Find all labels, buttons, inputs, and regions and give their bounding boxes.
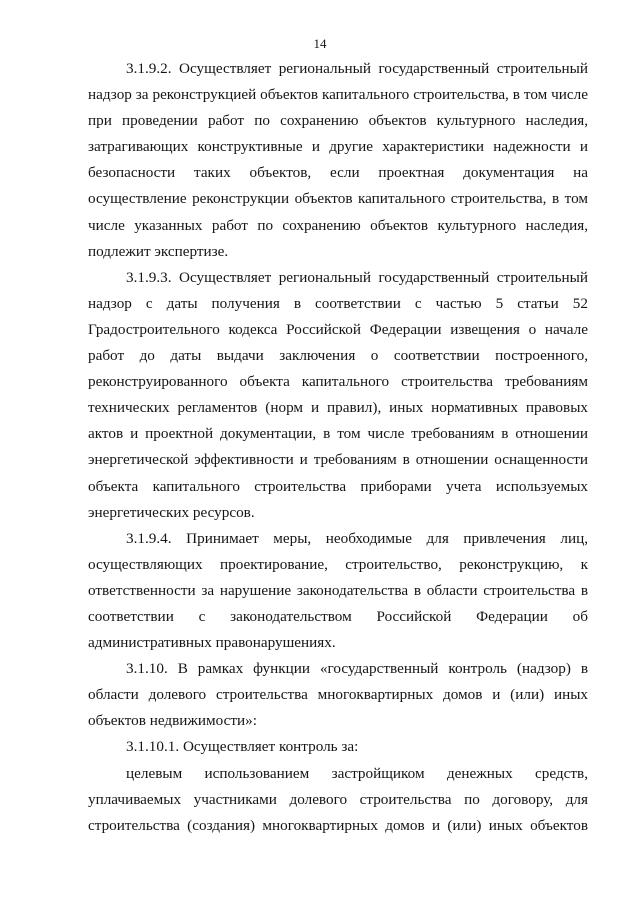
page-number: 14 bbox=[313, 36, 327, 51]
paragraph-3-1-9-2: 3.1.9.2. Осуществляет региональный государственный строительный надзор за реконструкцией объектов капитального строительства, в том числе при проведении работ по сохранению объектов культурного наследия, затрагивающих конструктивные и другие характеристики надежности и безопасности таких объектов, если проектная документация на осуществление реконструкции объектов капитального строительства, в том числе указанных работ по сохранению объектов культурного наследия, подлежит экспертизе. bbox=[88, 60, 588, 260]
paragraph-3-1-9-4: 3.1.9.4. Принимает меры, необходимые для привлечения лиц, осуществляющих проектирование, строительство, реконструкцию, к ответственности за нарушение законодательства в области строительства в соответствии с законодательством Российской Федерации об административных правонарушениях. bbox=[88, 529, 588, 652]
paragraph-target-use: целевым использованием застройщиком денежных средств, уплачиваемых участниками долевого строительства по договору, для строительства (создания) многоквартирных домов и (или) иных объектов bbox=[88, 764, 588, 834]
paragraph-3-1-10: 3.1.10. В рамках функции «государственный контроль (надзор) в области долевого строительства многоквартирных домов и (или) иных объектов недвижимости»: bbox=[88, 660, 588, 730]
document-body bbox=[88, 56, 588, 839]
paragraph-3-1-10-1: 3.1.10.1. Осуществляет контроль за: bbox=[126, 738, 359, 756]
paragraph-3-1-9-3: 3.1.9.3. Осуществляет региональный государственный строительный надзор с даты получения в соответствии с частью 5 статьи 52 Градостроительного кодекса Российской Федерации извещения о начале работ до даты выдачи заключения о соответствии построенного, реконструированного объекта капитального строительства требованиям технических регламентов (норм и правил), иных нормативных правовых актов и проектной документации, в том числе требованиям в отношении энергетической эффективности и требованиям в отношении оснащенности объекта капитального строительства приборами учета используемых энергетических ресурсов. bbox=[88, 268, 588, 521]
